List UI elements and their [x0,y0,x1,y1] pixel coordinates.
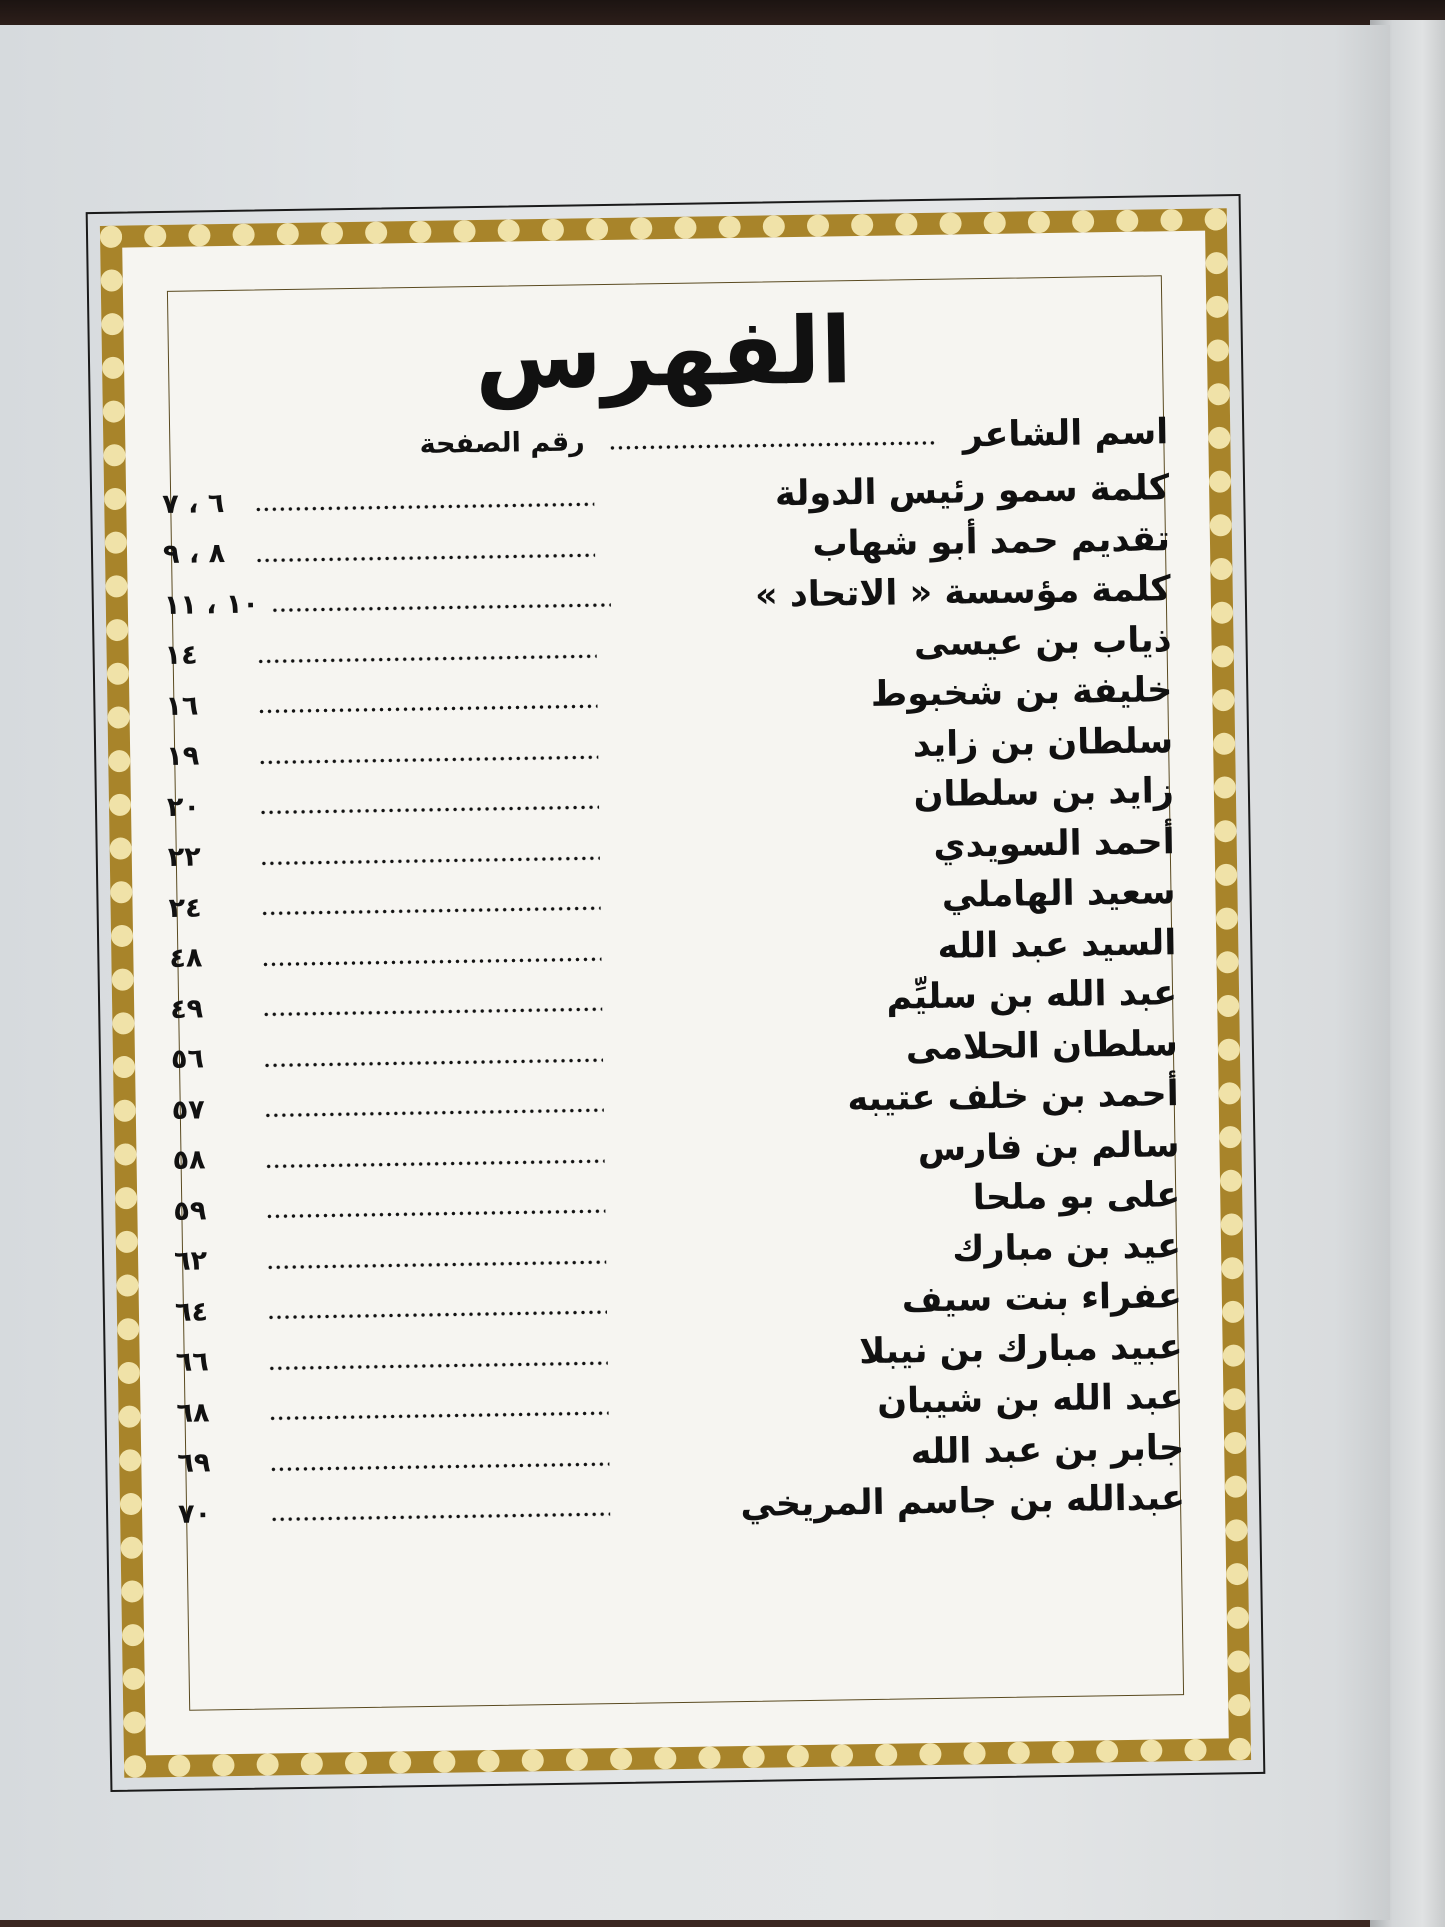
row-spacer [607,545,800,548]
leader-dots [264,1107,604,1118]
row-spacer [621,1452,898,1456]
poet-name: زايد بن سلطان [913,771,1175,816]
page-number: ٦٤ [174,1296,209,1328]
page-number: ٦٢ [173,1245,208,1278]
leader-dots [609,440,939,451]
poet-name: تقديم حمد أبو شهاب [812,518,1171,565]
page-number: ٢٤ [168,892,202,924]
index-title: الفهرس [474,297,853,411]
leader-dots [265,1158,605,1169]
page-number: ٥٨ [172,1144,206,1177]
row-spacer [614,998,874,1002]
page-frame [86,194,1266,1792]
poet-name: عفراء بنت سيف [901,1276,1183,1321]
leader-dots [260,855,600,866]
row-spacer [613,896,930,901]
poet-name: سلطان الحلامى [905,1023,1179,1069]
row-spacer [610,745,901,750]
poet-name: خليفة بن شخبوط [870,670,1173,716]
leader-dots [257,653,597,664]
page-number: ٦ ، ٧ [162,487,225,520]
poet-name: عبدالله بن جاسم المريخي [740,1478,1186,1526]
row-spacer [613,947,925,952]
leader-dots [254,501,594,512]
leader-dots [262,1006,602,1017]
page-number: ١٤ [164,639,198,672]
poet-name: جابر بن عبد الله [910,1427,1185,1473]
row-spacer [617,1199,961,1204]
page-number: ١٠ ، ١١ [163,588,260,621]
page-number: ٢٠ [166,791,201,823]
page-number-header: رقم الصفحة [419,425,585,460]
poet-name: السيد عبد الله [937,922,1177,967]
row-spacer [615,1048,894,1052]
row-spacer [609,695,859,699]
leader-dots [261,956,601,967]
page-number: ٦٨ [176,1397,210,1429]
page-number: ٨ ، ٩ [162,538,226,571]
poet-name: عبد الله بن سليِّم [886,973,1178,1018]
leader-dots [258,754,598,765]
leader-dots [255,552,595,563]
page-number: ٥٩ [173,1195,207,1227]
poet-name: سعيد الهاملي [941,872,1176,917]
page-number: ٤٨ [169,942,203,975]
leader-dots [261,905,601,916]
leader-dots [266,1259,606,1270]
page-number: ٦٦ [175,1346,209,1379]
poet-name-header: اسم الشاعر [962,412,1169,456]
row-spacer [619,1301,890,1305]
row-spacer [612,846,922,851]
row-spacer [623,596,743,598]
page-number: ٢٢ [167,841,202,874]
leader-dots [270,1511,610,1522]
row-spacer [606,495,763,497]
poet-name: ذياب بن عيسى [913,619,1172,664]
poet-name: على بو ملحا [972,1175,1181,1219]
page-number: ١٦ [165,690,199,722]
page-number: ٥٦ [170,1043,205,1076]
leader-dots [265,1208,605,1219]
page-number: ١٩ [165,740,200,773]
poet-name: عيد بن مبارك [951,1225,1182,1270]
leader-dots [263,1057,603,1068]
row-spacer [611,796,902,801]
page-number: ٤٩ [169,993,204,1025]
leader-dots [257,703,597,714]
leader-dots [269,1461,609,1472]
page-number: ٥٧ [171,1094,205,1126]
leader-dots [268,1360,608,1371]
leader-dots [259,804,599,815]
row-spacer [617,1149,906,1154]
leader-dots [267,1309,607,1320]
row-spacer [618,1250,940,1255]
leader-dots [269,1410,609,1421]
book-page [0,25,1390,1920]
row-spacer [622,1505,728,1507]
poet-name: أحمد بن خلف عتيبه [847,1074,1179,1120]
index-entries [162,463,1186,1539]
poet-name: كلمة مؤسسة « الاتحاد » [754,569,1172,616]
poet-name: سالم بن فارس [917,1124,1180,1169]
page-number: ٧٠ [177,1498,212,1530]
index-content [159,291,1188,1715]
row-spacer [620,1352,847,1356]
poet-name: عبيد مبارك بن نيبلا [858,1326,1183,1372]
leader-dots [271,602,611,613]
row-spacer [609,644,902,649]
ornamental-gold-border [100,208,1251,1778]
page-number: ٦٩ [177,1447,211,1480]
row-spacer [616,1100,836,1103]
poet-name: أحمد السويدي [933,821,1176,866]
row-spacer [620,1402,865,1406]
poet-name: عبد الله بن شيبان [876,1377,1184,1423]
poet-name: سلطان بن زايد [912,720,1174,765]
poet-name: كلمة سمو رئيس الدولة [774,468,1170,515]
